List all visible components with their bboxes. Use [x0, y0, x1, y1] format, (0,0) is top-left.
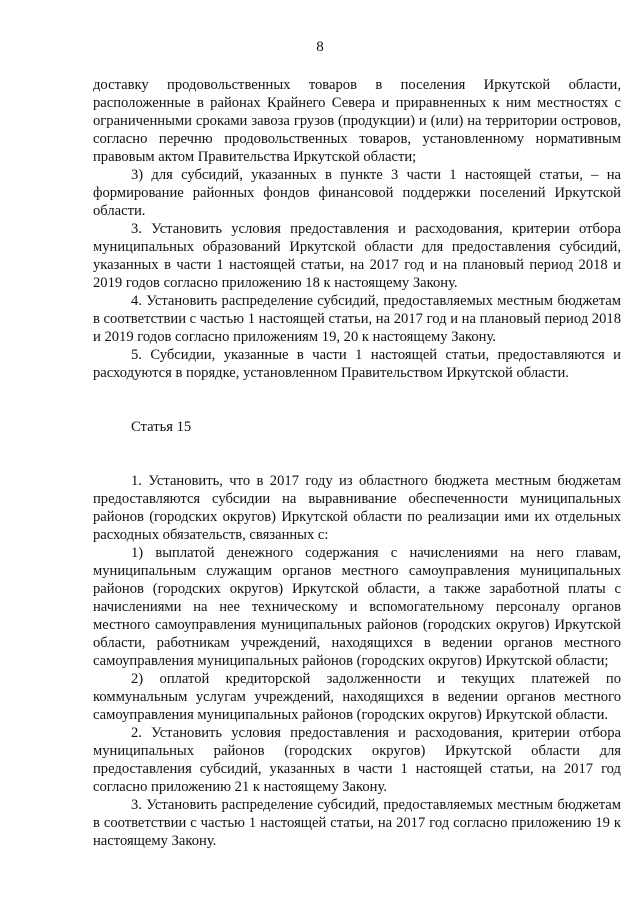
paragraph: 3. Установить условия предоставления и расходования, критерии отбора муниципальных образований Иркутской области для предоставления субсидий, указанных в части 1 настоящей статьи, на 2017 год и на плановый период 2018 и 2019 годов согласно приложению 18 к настоящему Закону. — [93, 221, 621, 291]
paragraph: 2) оплатой кредиторской задолженности и текущих платежей по коммунальным услугам учреждений, находящихся в ведении органов местного самоуправления муниципальных районов (городских округов) Иркутской области. — [93, 671, 621, 723]
spacer — [93, 436, 621, 454]
page-number: 8 — [316, 39, 324, 55]
document-body — [93, 76, 621, 850]
spacer — [93, 382, 621, 400]
paragraph: 1) выплатой денежного содержания с начислениями на него главам, муниципальным служащим органов местного самоуправления муниципальных районов (городских округов) Иркутской области, а также заработной платы с начислениями на нее техническому и вспомогательному персоналу органов местного самоуправления муниципальных районов (городских округов) Иркутской области, работникам учреждений, находящихся в ведении органов местного самоуправления муниципальных районов (городских округов) Иркутской области; — [93, 545, 621, 669]
spacer — [93, 400, 621, 418]
article-heading: Статья 15 — [131, 419, 192, 435]
paragraph: 2. Установить условия предоставления и расходования, критерии отбора муниципальных районов (городских округов) Иркутской области для предоставления субсидий, указанных в части 1 настоящей статьи, на 2017 год согласно приложению 21 к настоящему Закону. — [93, 725, 621, 795]
paragraph: 3) для субсидий, указанных в пункте 3 части 1 настоящей статьи, – на формирование районных фондов финансовой поддержки поселений Иркутской области. — [93, 167, 621, 219]
paragraph: 1. Установить, что в 2017 году из областного бюджета местным бюджетам предоставляются субсидии на выравнивание обеспеченности муниципальных районов (городских округов) Иркутской области по реализации ими их отдельных расходных обязательств, связанных с: — [93, 473, 621, 543]
paragraph: 4. Установить распределение субсидий, предоставляемых местным бюджетам в соответствии с частью 1 настоящей статьи, на 2017 год и на плановый период 2018 и 2019 годов согласно приложениям 19, 20 к настоящему Закону. — [93, 293, 621, 345]
paragraph-continuation: доставку продовольственных товаров в поселения Иркутской области, расположенные в районах Крайнего Севера и приравненных к ним местностях с ограниченными сроками завоза грузов (продукции) и (или) на территории островов, согласно перечню продовольственных товаров, установленному нормативным правовым актом Правительства Иркутской области; — [93, 77, 621, 165]
paragraph: 5. Субсидии, указанные в части 1 настоящей статьи, предоставляются и расходуются в порядке, установленном Правительством Иркутской области. — [93, 347, 621, 381]
spacer — [93, 454, 621, 472]
paragraph: 3. Установить распределение субсидий, предоставляемых местным бюджетам в соответствии с частью 1 настоящей статьи, на 2017 год согласно приложению 19 к настоящему Закону. — [93, 797, 621, 849]
